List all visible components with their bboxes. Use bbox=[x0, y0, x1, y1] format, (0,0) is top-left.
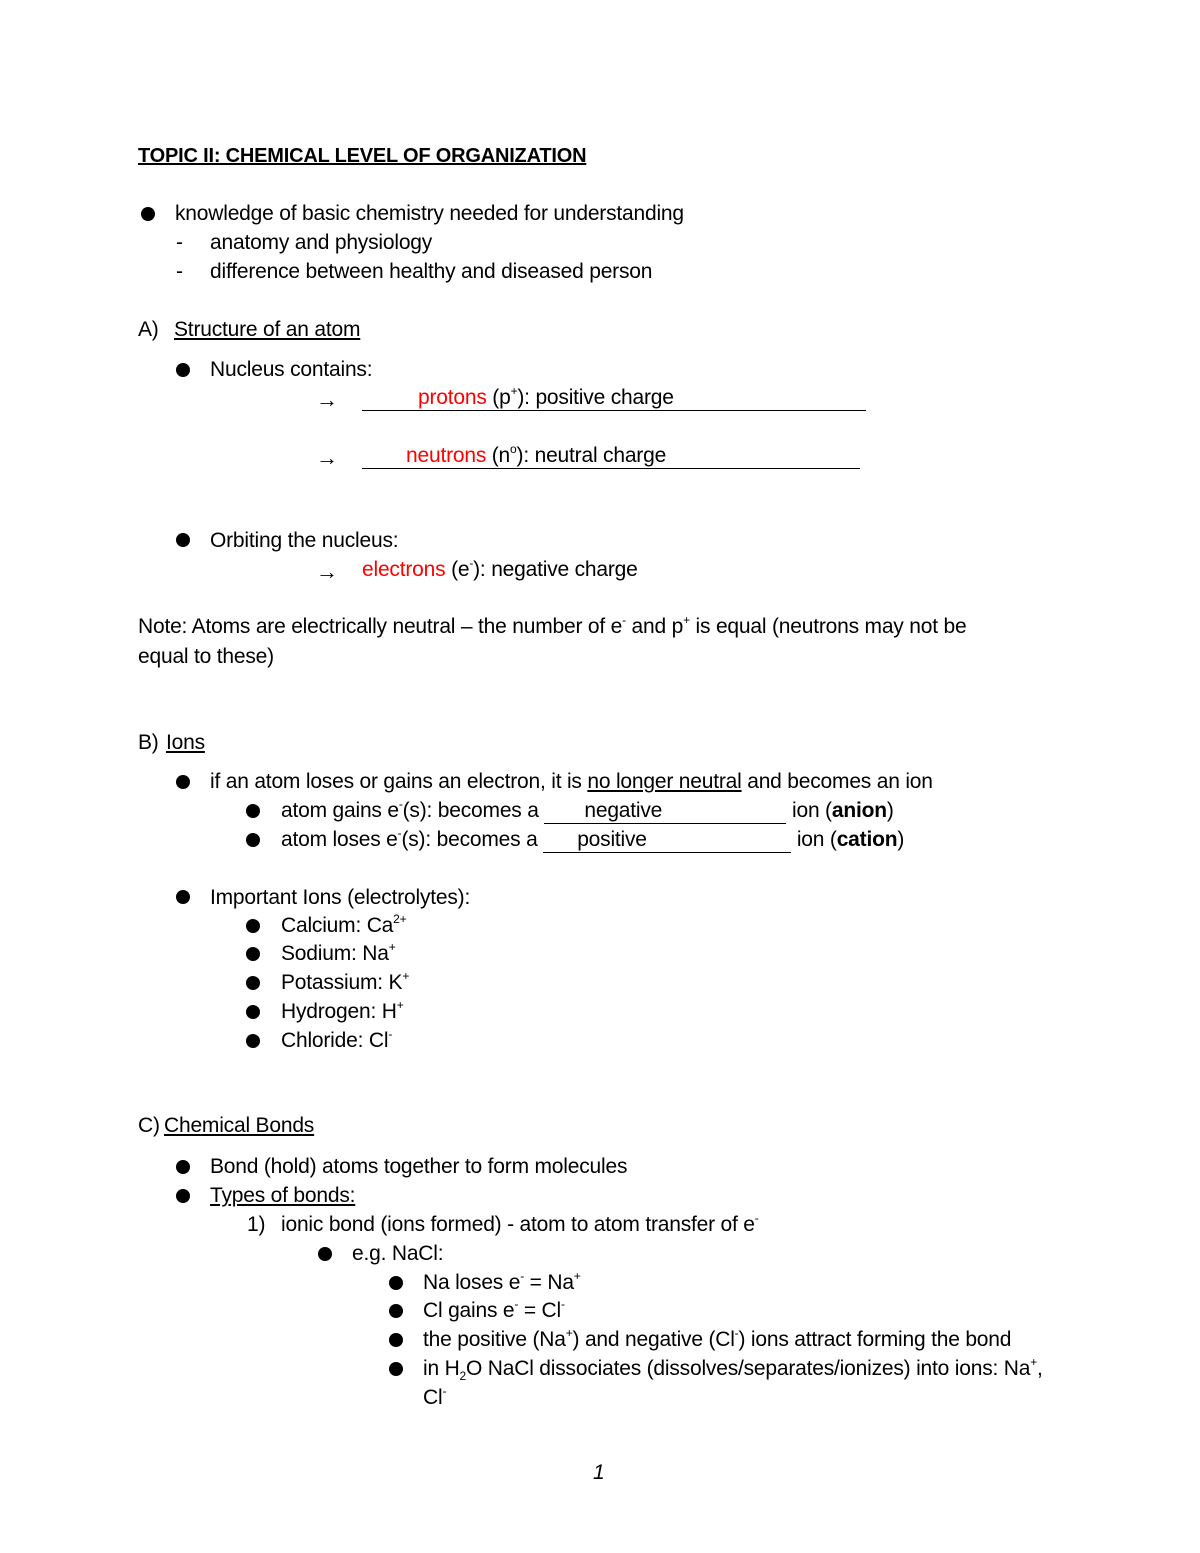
note-text: and p bbox=[625, 615, 684, 638]
dash-marker: - bbox=[176, 260, 183, 283]
protons-symbol: (p bbox=[492, 386, 511, 409]
bullet-dot bbox=[141, 207, 155, 221]
neutrons-rest: ): neutral charge bbox=[516, 444, 667, 467]
neutrons-sup: o bbox=[510, 442, 517, 456]
ion-sup: + bbox=[396, 998, 404, 1012]
ion-label: Potassium: K bbox=[281, 971, 403, 994]
nucleus-label: Nucleus contains: bbox=[210, 358, 373, 381]
note-text: is equal (neutrons may not be bbox=[689, 615, 967, 638]
sup: - bbox=[397, 826, 402, 840]
neutrons-answer bbox=[362, 444, 860, 469]
text: and becomes an ion bbox=[741, 770, 933, 793]
text: ion ( bbox=[791, 828, 837, 851]
bullet-dot bbox=[389, 1304, 403, 1318]
lose-answer bbox=[543, 828, 791, 853]
note-sup: + bbox=[683, 613, 690, 627]
text: atom gains e bbox=[281, 799, 399, 822]
ion-label: Sodium: Na bbox=[281, 942, 389, 965]
list-number: 1) bbox=[247, 1213, 266, 1236]
sup: - bbox=[734, 1326, 739, 1340]
sub: 2 bbox=[459, 1369, 467, 1384]
neutrons-line bbox=[362, 442, 860, 470]
sup: - bbox=[442, 1384, 447, 1398]
bullet-dot bbox=[176, 1160, 190, 1174]
gain-line bbox=[281, 797, 894, 825]
text: (s): becomes a bbox=[402, 799, 545, 822]
text: Na loses e bbox=[423, 1271, 521, 1294]
attract-line bbox=[423, 1326, 1011, 1354]
text: O NaCl dissociates (dissolves/separates/ionizes) into ions: Na bbox=[466, 1357, 1031, 1380]
bullet-dot bbox=[246, 976, 260, 990]
orbiting-label: Orbiting the nucleus: bbox=[210, 529, 399, 552]
gain-answer-text: negative bbox=[584, 799, 663, 822]
cl-line bbox=[423, 1297, 565, 1325]
example-label: e.g. NaCl: bbox=[352, 1242, 444, 1265]
protons-answer bbox=[362, 386, 866, 411]
lose-line bbox=[281, 826, 904, 854]
section-heading-structure: Structure of an atom bbox=[174, 318, 361, 341]
electrons-word: electrons bbox=[362, 558, 446, 581]
neutrons-symbol: (n bbox=[491, 444, 511, 467]
text-underlined: no longer neutral bbox=[587, 770, 742, 793]
protons-line bbox=[362, 384, 866, 412]
ion-sup: + bbox=[388, 940, 396, 954]
bullet-dot bbox=[176, 890, 190, 904]
note-text: Note: Atoms are electrically neutral – the number of e bbox=[138, 615, 623, 638]
bond-text: Bond (hold) atoms together to form molecules bbox=[210, 1155, 628, 1178]
sup: + bbox=[573, 1269, 581, 1283]
text: the positive (Na bbox=[423, 1328, 566, 1351]
note-sup: - bbox=[622, 613, 626, 627]
ion-label: Hydrogen: H bbox=[281, 1000, 397, 1023]
arrow-icon: → bbox=[316, 445, 338, 470]
sup: + bbox=[1030, 1355, 1038, 1369]
bullet-dot bbox=[176, 775, 190, 789]
text: Cl bbox=[423, 1386, 443, 1409]
ion-item bbox=[281, 940, 396, 968]
protons-sup: + bbox=[510, 384, 518, 398]
text: ) and negative (Cl bbox=[572, 1328, 735, 1351]
gain-answer bbox=[544, 799, 786, 824]
text: ) bbox=[886, 799, 894, 822]
text: atom loses e bbox=[281, 828, 398, 851]
dash-marker: - bbox=[176, 231, 183, 254]
arrow-icon: → bbox=[316, 387, 338, 412]
bullet-dot bbox=[246, 833, 260, 847]
sup: - bbox=[520, 1269, 525, 1283]
ion-item bbox=[281, 1027, 392, 1055]
note-line-1 bbox=[138, 613, 966, 641]
text: ) ions attract forming the bond bbox=[738, 1328, 1012, 1351]
text: = Na bbox=[524, 1271, 574, 1294]
text: if an atom loses or gains an electron, it is bbox=[210, 770, 588, 793]
sup: - bbox=[514, 1297, 519, 1311]
bullet-dot bbox=[176, 363, 190, 377]
protons-rest: ): positive charge bbox=[517, 386, 674, 409]
sup: - bbox=[754, 1211, 759, 1225]
types-of-bonds: Types of bonds: bbox=[210, 1184, 356, 1207]
bullet-dot bbox=[246, 1005, 260, 1019]
section-letter: A) bbox=[138, 318, 159, 341]
protons-word: protons bbox=[418, 386, 487, 409]
bullet-dot bbox=[389, 1362, 403, 1376]
text: in H bbox=[423, 1357, 460, 1380]
ionic-bond bbox=[281, 1211, 759, 1239]
bullet-dot bbox=[176, 1189, 190, 1203]
text-bold: cation bbox=[836, 828, 898, 851]
bullet-dot bbox=[176, 533, 190, 547]
section-heading-bonds: Chemical Bonds bbox=[164, 1114, 315, 1137]
sup: + bbox=[565, 1326, 573, 1340]
dissociate-line-2 bbox=[423, 1384, 446, 1412]
ions-bullet-1 bbox=[210, 768, 933, 796]
bullet-dot bbox=[246, 947, 260, 961]
note-line-2: equal to these) bbox=[138, 645, 274, 668]
lose-answer-text: positive bbox=[577, 828, 647, 851]
bullet-dot bbox=[246, 919, 260, 933]
text: = Cl bbox=[518, 1299, 561, 1322]
bullet-dot bbox=[318, 1247, 332, 1261]
electrons-sup: - bbox=[469, 556, 474, 570]
ion-label: Chloride: Cl bbox=[281, 1029, 389, 1052]
text: ion ( bbox=[786, 799, 832, 822]
bullet-dot bbox=[389, 1333, 403, 1347]
ion-sup: 2+ bbox=[393, 912, 407, 926]
electrons-line bbox=[362, 556, 638, 584]
ion-label: Calcium: Ca bbox=[281, 914, 394, 937]
ion-item bbox=[281, 912, 406, 940]
intro-bullet: knowledge of basic chemistry needed for understanding bbox=[175, 202, 684, 225]
electrons-symbol: (e bbox=[451, 558, 470, 581]
na-line bbox=[423, 1269, 581, 1297]
sup: - bbox=[398, 797, 403, 811]
ion-item bbox=[281, 969, 409, 997]
page-number: 1 bbox=[593, 1461, 605, 1484]
text: ionic bond (ions formed) - atom to atom transfer of e bbox=[281, 1213, 755, 1236]
neutrons-word: neutrons bbox=[406, 444, 487, 467]
intro-dash-1: anatomy and physiology bbox=[210, 231, 433, 254]
ion-item bbox=[281, 998, 404, 1026]
text: (s): becomes a bbox=[401, 828, 544, 851]
section-letter: C) bbox=[138, 1114, 160, 1137]
text: ) bbox=[897, 828, 905, 851]
electrons-rest: ): negative charge bbox=[473, 558, 638, 581]
ion-sup: + bbox=[402, 969, 410, 983]
bullet-dot bbox=[246, 1034, 260, 1048]
intro-dash-2: difference between healthy and diseased person bbox=[210, 260, 653, 283]
bullet-dot bbox=[389, 1276, 403, 1290]
important-ions-label: Important Ions (electrolytes): bbox=[210, 886, 471, 909]
text-bold: anion bbox=[831, 799, 887, 822]
section-letter: B) bbox=[138, 731, 159, 754]
bullet-dot bbox=[246, 804, 260, 818]
text: Cl gains e bbox=[423, 1299, 515, 1322]
section-heading-ions: Ions bbox=[166, 731, 205, 754]
dissociate-line bbox=[423, 1355, 1043, 1383]
page-title: TOPIC II: CHEMICAL LEVEL OF ORGANIZATION bbox=[138, 145, 587, 167]
text: , bbox=[1037, 1357, 1043, 1380]
arrow-icon: → bbox=[316, 559, 338, 584]
sup: - bbox=[560, 1297, 565, 1311]
ion-sup: - bbox=[388, 1027, 393, 1041]
